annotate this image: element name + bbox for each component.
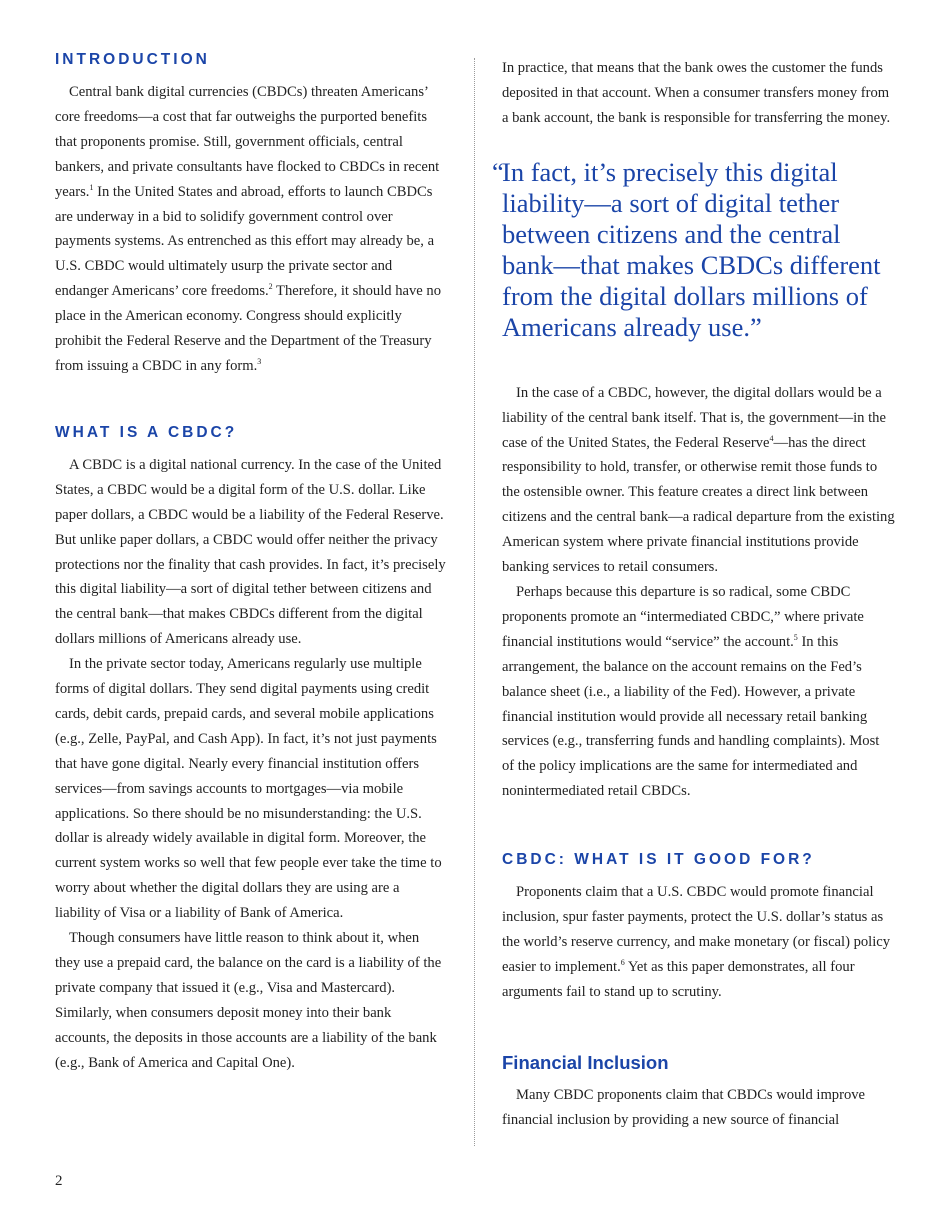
footnote-ref[interactable]: 6 <box>620 957 625 967</box>
intermediated-text-2: In this arrangement, the balance on the account remains on the Fed’s balance sheet (i.e., a liability of the Fed). However, a private financial institution would provide all necessary retail banking services (e.g., transferring funds and handling complaints). Most of the policy implications are the same for intermediated and nonintermediated retail CBDCs. <box>502 633 880 800</box>
intro-text-1: Central bank digital currencies (CBDCs) threaten Americans’ core freedoms—a cost that far outweighs the purported benefits that proponents promise. Still, government officials, central bankers, and private consultants have flocked to CBDCs in recent years. <box>55 84 440 200</box>
footnote-ref[interactable]: 1 <box>89 182 94 192</box>
column-divider <box>474 58 475 1146</box>
pull-quote <box>492 156 895 343</box>
introduction-paragraph <box>55 80 447 379</box>
left-column <box>55 50 447 1076</box>
footnote-ref[interactable]: 2 <box>268 282 273 292</box>
what-paragraph-3: Though consumers have little reason to think about it, when they use a prepaid card, the balance on the card is a liability of the private company that issued it (e.g., Visa and Mastercard). Similarly, when consumers deposit money into their bank accounts, the deposits in those accounts are a liability of the bank (e.g., Bank of America and Capital One). <box>55 930 442 1071</box>
right-column <box>492 56 895 1132</box>
what-is-cbdc-heading: WHAT IS A CBDC? <box>55 423 238 441</box>
financial-inclusion-heading: Financial Inclusion <box>502 1051 669 1073</box>
intro-text-2: In the United States and abroad, efforts to launch CBDCs are underway in a bid to solidify government control over payments systems. As entrenched as this effort may already be, a U.S. CBDC would ultimately usurp the private sector and endanger Americans’ core freedoms. <box>55 183 435 300</box>
what-paragraph-2: In the private sector today, Americans regularly use multiple forms of digital dollars. They send digital payments using credit cards, debit cards, prepaid cards, and several mobile applications (e.g., Zelle, PayPal, and Cash App). In fact, it’s not just payments that have gone digital. Nearly every financial institution offers services—from savings accounts to mortgages—via mobile applications. So there should be no misunderstanding: the U.S. dollar is already widely available in digital form. Moreover, the current system works so well that few people ever take the time to worry about whether the digital dollars they are using are a liability of Visa or a liability of Bank of America. <box>55 656 442 922</box>
cbdc-liability-paragraph <box>502 381 895 580</box>
intro-text-3: Therefore, it should have no place in the American economy. Congress should explicitly prohibit the Federal Reserve and the Department of the Treasury from issuing a CBDC in any form. <box>55 283 441 374</box>
financial-inclusion-paragraph: Many CBDC proponents claim that CBDCs would improve financial inclusion by providing a new source of financial <box>502 1086 866 1128</box>
liability-text-2: —has the direct responsibility to hold, transfer, or otherwise remit those funds to the ostensible owner. This feature creates a direct link between citizens and the central bank—a radical departure from the existing American system where private financial institutions provide banking services to retail consumers. <box>502 434 895 576</box>
liability-text-1: In the case of a CBDC, however, the digital dollars would be a liability of the central bank itself. That is, the government—in the case of the United States, the Federal Reserve <box>502 384 886 451</box>
good-for-heading: CBDC: WHAT IS IT GOOD FOR? <box>502 851 815 869</box>
footnote-ref[interactable]: 3 <box>257 356 262 366</box>
what-paragraph-4: In practice, that means that the bank owes the customer the funds deposited in that account. When a consumer transfers money from a bank account, the bank is responsible for transferring the money. <box>502 60 891 126</box>
pull-quote-text: In fact, it’s precisely this digital liability—a sort of digital tether between citizens and the central bank—that makes CBDCs different from the digital dollars millions of Americans already use.” <box>502 156 881 342</box>
good-for-text-2: Yet as this paper demonstrates, all four arguments fail to stand up to scrutiny. <box>502 958 855 1000</box>
what-paragraph-1: A CBDC is a digital national currency. In the case of the United States, a CBDC would be a digital form of the U.S. dollar. Like paper dollars, a CBDC would be a liability of the Federal Reserve. But unlike paper dollars, a CBDC would offer neither the privacy protections nor the finality that cash provides. In fact, it’s precisely this digital liability—a sort of digital tether between citizens and the central bank—that makes CBDCs different from the digital dollars millions of Americans already use. <box>55 456 446 648</box>
open-quote-mark: “ <box>492 156 504 187</box>
footnote-ref[interactable]: 4 <box>769 433 774 443</box>
introduction-heading: INTRODUCTION <box>55 51 210 68</box>
footnote-ref[interactable]: 5 <box>793 632 798 642</box>
page-number: 2 <box>55 1173 63 1189</box>
good-for-text-1: Proponents claim that a U.S. CBDC would promote financial inclusion, spur faster payments, protect the U.S. dollar’s status as the world’s reserve currency, and make monetary (or fiscal) policy easier to implement. <box>502 884 891 975</box>
good-for-paragraph <box>502 880 895 1005</box>
intermediated-paragraph <box>502 580 895 804</box>
intermediated-text-1: Perhaps because this departure is so radical, some CBDC proponents promote an “intermediated CBDC,” where private financial institutions would “service” the account. <box>502 583 864 650</box>
